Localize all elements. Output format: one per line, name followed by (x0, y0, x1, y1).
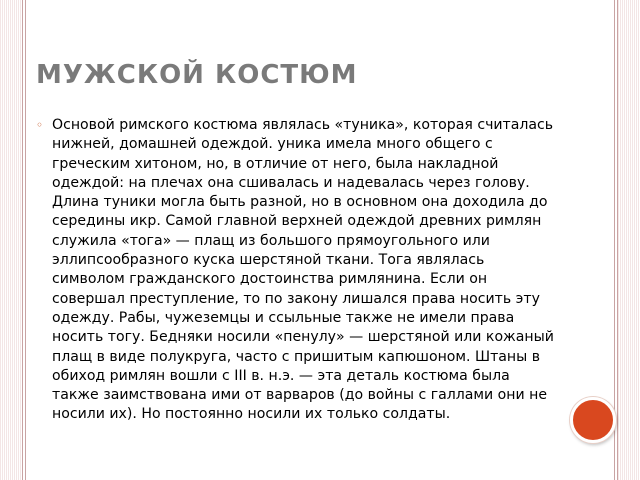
right-border-line (617, 0, 618, 480)
decorative-circle-icon (570, 397, 616, 443)
right-border-decoration (618, 0, 640, 480)
left-border-line-inner (25, 0, 26, 480)
bullet-icon: ◦ (36, 118, 44, 132)
slide-content (36, 116, 556, 425)
left-border-decoration (0, 0, 22, 480)
right-border-line-inner (614, 0, 615, 480)
bullet-item (36, 116, 556, 425)
left-border-line (22, 0, 23, 480)
bullet-text: Основой римского костюма являлась «туника», которая считалась нижней, домашней одеждой. уника имела много общего с греческим хитоном, но, в отличие от него, была накладной одеждой: на плечах она сшивалась и надевалась через голову. Длина туники могла быть разной, но в основном она доходила до середины икр. Самой главной верхней одеждой древних римлян служила «тога» — плащ из большого прямоугольного или эллипсообразного куска шерстяной ткани. Тога являлась символом гражданского достоинства римлянина. Если он совершал преступление, то по закону лишался права носить эту одежду. Рабы, чужеземцы и ссыльные также не имели права носить тогу. Бедняки носили «пенулу» — шерстяной или кожаный плащ в виде полукруга, часто с пришитым капюшоном. Штаны в обиход римлян вошли с III в. н.э. — эта деталь костюма была также заимствована ими от варваров (до войны с галлами они не носили их). Но постоянно носили их только солдаты. (52, 117, 554, 423)
slide-title: МУЖСКОЙ КОСТЮМ (36, 60, 358, 90)
